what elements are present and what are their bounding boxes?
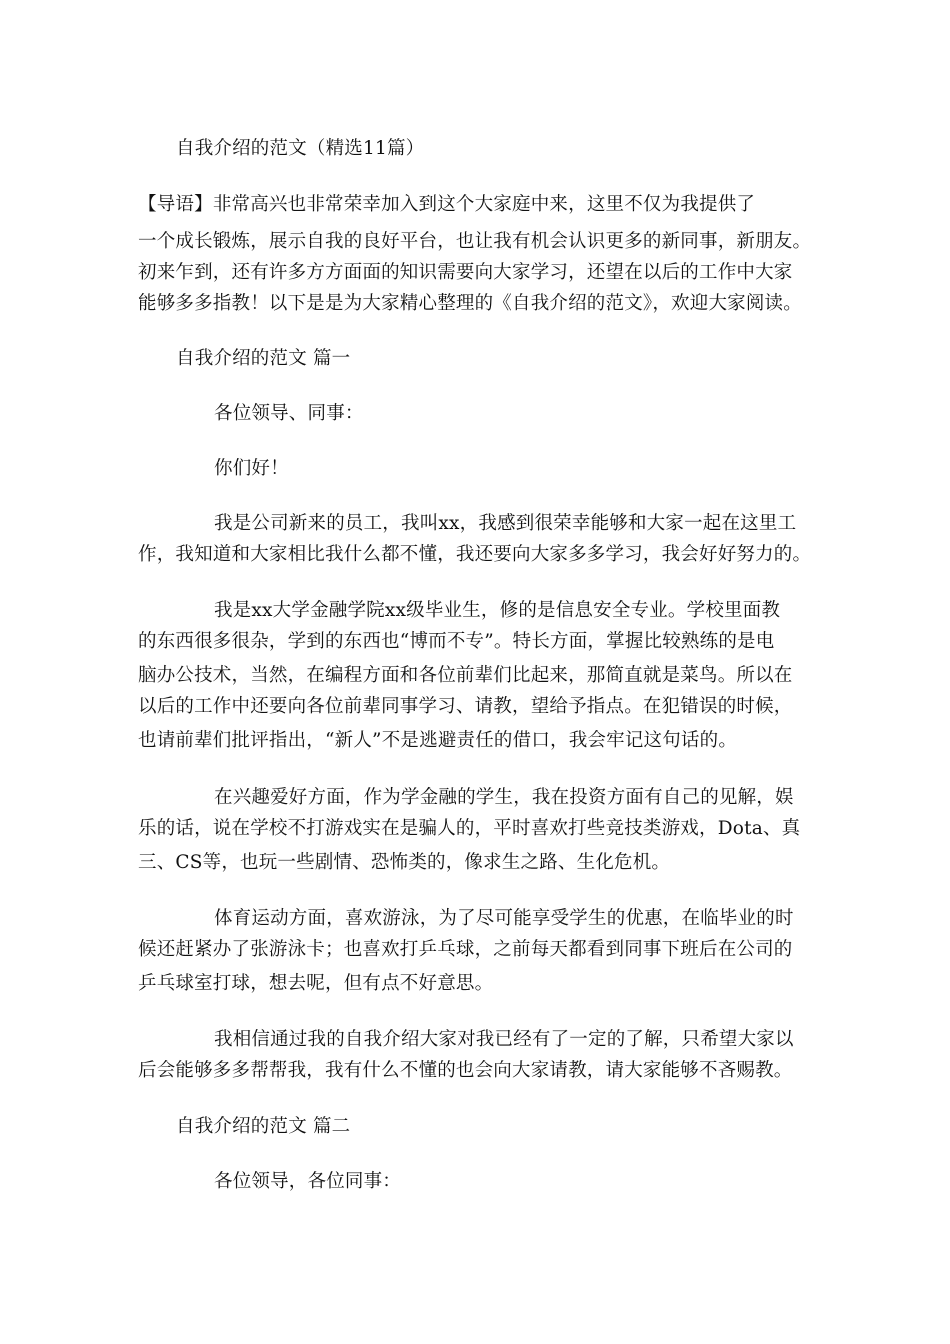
- intro-line-1: [138, 190, 818, 219]
- document-title: 自我介绍的范文（精选11篇）: [176, 138, 425, 159]
- section-heading-2: 自我介绍的范文 篇二: [176, 1116, 351, 1137]
- paragraph-4-line-2: 候还赶紧办了张游泳卡；也喜欢打乒乓球，之前每天都看到同事下班后在公司的: [138, 939, 793, 960]
- intro-lead: 【导语】: [138, 194, 213, 215]
- greeting-1: 你们好！: [214, 458, 289, 479]
- paragraph-5-line-2: 后会能够多多帮帮我，我有什么不懂的也会向大家请教，请大家能够不吝赐教。: [138, 1060, 793, 1081]
- paragraph-4-line-3: 乒乓球室打球，想去呢，但有点不好意思。: [138, 973, 494, 994]
- intro-line-4: 能够多多指教！以下是是为大家精心整理的《自我介绍的范文》，欢迎大家阅读。: [138, 293, 802, 314]
- intro-line-3: 初来乍到，还有许多方方面面的知识需要向大家学习，还望在以后的工作中大家: [138, 262, 793, 283]
- paragraph-2-line-1: 我是xx大学金融学院xx级毕业生，修的是信息安全专业。学校里面教: [214, 600, 781, 621]
- paragraph-3-line-2: 乐的话，说在学校不打游戏实在是骗人的，平时喜欢打些竞技类游戏，Dota、真: [138, 818, 801, 839]
- salutation-2: 各位领导，各位同事：: [214, 1171, 402, 1192]
- section-heading-1: 自我介绍的范文 篇一: [176, 348, 351, 369]
- intro-text: 非常高兴也非常荣幸加入到这个大家庭中来，这里不仅为我提供了: [212, 194, 756, 215]
- paragraph-2-line-5: 也请前辈们批评指出，“新人”不是逃避责任的借口，我会牢记这句话的。: [138, 730, 738, 751]
- paragraph-1-line-1: 我是公司新来的员工，我叫xx，我感到很荣幸能够和大家一起在这里工: [214, 513, 797, 534]
- paragraph-5-line-1: 我相信通过我的自我介绍大家对我已经有了一定的了解，只希望大家以: [214, 1029, 794, 1050]
- paragraph-3-line-3: 三、CS等，也玩一些剧情、恐怖类的，像求生之路、生化危机。: [138, 852, 671, 873]
- paragraph-2-line-3: 脑办公技术，当然，在编程方面和各位前辈们比起来，那简直就是菜鸟。所以在: [138, 665, 793, 686]
- paragraph-4-line-1: 体育运动方面，喜欢游泳，为了尽可能享受学生的优惠，在临毕业的时: [214, 908, 794, 929]
- paragraph-3-line-1: 在兴趣爱好方面，作为学金融的学生，我在投资方面有自己的见解，娱: [214, 787, 794, 808]
- salutation-1: 各位领导、同事：: [214, 403, 364, 424]
- paragraph-2-line-2: 的东西很多很杂，学到的东西也“博而不专”。特长方面，掌握比较熟练的是电: [138, 631, 775, 652]
- intro-line-2: 一个成长锻炼，展示自我的良好平台，也让我有机会认识更多的新同事，新朋友。: [138, 231, 812, 252]
- paragraph-2-line-4: 以后的工作中还要向各位前辈同事学习、请教，望给予指点。在犯错误的时候，: [138, 696, 793, 717]
- paragraph-1-line-2: 作，我知道和大家相比我什么都不懂，我还要向大家多多学习，我会好好努力的。: [138, 544, 812, 565]
